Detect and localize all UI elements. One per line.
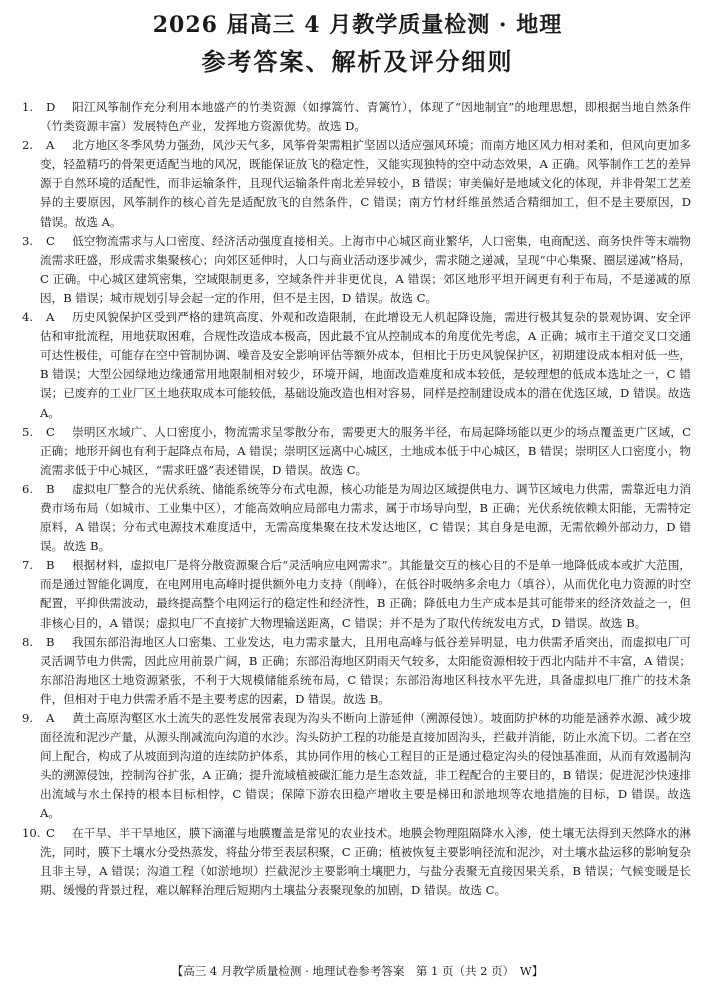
answer-letter: C — [46, 825, 55, 840]
answer-explanation: 低空物流需求与人口密度、经济活动强度直接相关。上海市中心城区商业繁华，人口密集，电商配送、商务快件等末端物流需求旺盛，形成需求集聚核心；向郊区延伸时，人口与商业活动逐步减少，需求随之递减，呈现“中心集聚、圈层递减”格局，C 正确。中心城区建筑密集，空域限制更多，空域条件并非更优良，A 错误；郊区地形平坦开阔更有利于布局，不是递减的原因，B 错误；城市规划引导会起一定的作用，但不是主因，D 错误。故选 C。 — [40, 233, 691, 305]
document-subtitle: 参考答案、解析及评分细则 — [201, 47, 514, 76]
answer-item-1: 1. D 阳江风筝制作充分利用本地盛产的竹类资源（如撑篙竹、青篱竹），体现了“因地制宜”的地理思想，即根据当地自然条件（竹类资源丰富）发展特色产业，发挥地方资源优势。故选 D。 — [22, 100, 691, 134]
answer-item-2: 2. A 北方地区冬季风势力强劲，风沙天气多，风筝骨架需粗扩坚固以适应强风环境；而南方地区风力相对柔和，但风向更加多变，轻盈精巧的骨架更适配当地的风况，既能保证放飞的稳定性，又能实现独特的空中动态效果，A 正确。风筝制作工艺的差异源于自然环境的适配性，而非运输条件，且现代运输条件南北差异较小，B 错误；审美偏好是地域文化的体现，并非骨架工艺差异的主要原因，风筝制作的核心首先是适配放飞的自然条件，C 错误；南方竹材纤维虽然适合精细加工，但不是主要原因，D 错误。故选 A。 — [22, 138, 691, 229]
answer-explanation: 根据材料，虚拟电厂是将分散资源聚合后“灵活响应电网需求”。其能量交互的核心目的不是单一地降低成本或扩大范围，而是通过智能化调度，在电网用电高峰时提供额外电力支持（削峰），在低谷时吸纳多余电力（填谷），从而优化电力资源的时空配置，平抑供需波动，最终提高整个电网运行的稳定性和经济性，B 正确；降低电力生产成本是其可能带来的经济效益之一，但非核心目的，A 错误；虚拟电厂不直接扩大物理输送距离，C 错误；并不是为了取代传统发电方式，D 错误。故选 B。 — [40, 558, 691, 630]
answer-letter: C — [46, 233, 55, 248]
answer-item-9: 9. A 黄土高原沟壑区水土流失的恶性发展常表现为沟头不断向上游延伸（溯源侵蚀）。坡面防护林的功能是涵养水源、减少坡面径流和泥沙产量，从源头削减流向沟道的水沙。沟头防护工程的功能是直接加固沟头，拦截并消能，防止水流下切。二者在空间上配合，构成了从坡面到沟道的连续防护体系，其协同作用的核心工程目的正是通过稳定沟头的侵蚀基准面，从而有效遏制沟头的溯源侵蚀，控制沟谷扩张，A 正确；提升流域植被碳汇能力是生态效益，非工程配合的主要目的，B 错误；促进泥沙快速排出流域与水土保持的根本目标相悖，C 错误；保障下游农田稳产增收主要是梯田和淤地坝等农地措施的目标，D 错误。故选 A。 — [22, 711, 691, 821]
answer-item-10: 10. C 在干旱、半干旱地区，膜下滴灌与地膜覆盖是常见的农业技术。地膜会物理阻隔降水入渗，使土壤无法得到天然降水的淋洗，同时，膜下土壤水分受热蒸发，将盐分带至表层积聚，C 正确；植被恢复主要影响径流和泥沙，对土壤水盐运移的影响复杂且非主导，A 错误；沟道工程（如淤地坝）拦截泥沙主要影响土壤肥力，与盐分表聚无直接因果关系，B 错误；气候变暖是长期、缓慢的背景过程，难以解释治理后短期内土壤盐分表聚现象的加剧，D 错误。故选 C。 — [22, 825, 691, 897]
answer-list — [22, 98, 691, 900]
answer-explanation: 历史风貌保护区受到严格的建筑高度、外观和改造限制，在此增设无人机起降设施，需进行极其复杂的景观协调、安全评估和审批流程，用地获取困难，合规性改造成本极高，因此最不宜从控制成本的角度优先考虑，A 正确；城市主干道交叉口交通可达性极佳，可能存在空中管制协调、噪音及安全影响评估等额外成本，但相比于历史风貌保护区，初期建设成本相对低一些，B 错误；大型公园绿地边缘通常用地限制相对较少，环境开阔，地面改造难度和成本较低，是较理想的低成本选址之一，C 错误；已废弃的工业厂区土地获取成本可能较低，基础设施改造也相对容易，同样是控制建设成本的潜在优选区域，D 错误。故选 A。 — [40, 310, 691, 420]
answer-explanation: 我国东部沿海地区人口密集、工业发达，电力需求量大，且用电高峰与低谷差异明显，电力供需矛盾突出，而虚拟电厂可灵活调节电力供需，因此应用前景广阔，B 正确；东部沿海地区阴雨天气较多，太阳能资源相较于西北内陆并不丰富，A 错误；东部沿海地区土地资源紧张，不利于大规模储能系统布局，C 错误；东部沿海地区科技水平先进，具备虚拟电厂推广的技术条件，但相对于电力供需矛盾不是主要考虑的因素，D 错误。故选 B。 — [40, 634, 691, 706]
answer-item-3: 3. C 低空物流需求与人口密度、经济活动强度直接相关。上海市中心城区商业繁华，人口密集，电商配送、商务快件等末端物流需求旺盛，形成需求集聚核心；向郊区延伸时，人口与商业活动逐步减少，需求随之递减，呈现“中心集聚、圈层递减”格局，C 正确。中心城区建筑密集，空域限制更多，空域条件并非更优良，A 错误；郊区地形平坦开阔更有利于布局，不是递减的原因，B 错误；城市规划引导会起一定的作用，但不是主因，D 错误。故选 C。 — [22, 233, 691, 305]
answer-letter: C — [46, 424, 55, 439]
answer-explanation: 在干旱、半干旱地区，膜下滴灌与地膜覆盖是常见的农业技术。地膜会物理阻隔降水入渗，使土壤无法得到天然降水的淋洗，同时，膜下土壤水分受热蒸发，将盐分带至表层积聚，C 正确；植被恢复主要影响径流和泥沙，对土壤水盐运移的影响复杂且非主导，A 错误；沟道工程（如淤地坝）拦截泥沙主要影响土壤肥力，与盐分表聚无直接因果关系，B 错误；气候变暖是长期、缓慢的背景过程，难以解释治理后短期内土壤盐分表聚现象的加剧，D 错误。故选 C。 — [40, 825, 691, 897]
answer-explanation: 黄土高原沟壑区水土流失的恶性发展常表现为沟头不断向上游延伸（溯源侵蚀）。坡面防护林的功能是涵养水源、减少坡面径流和泥沙产量，从源头削减流向沟道的水沙。沟头防护工程的功能是直接加固沟头，拦截并消能，防止水流下切。二者在空间上配合，构成了从坡面到沟道的连续防护体系，其协同作用的核心工程目的正是通过稳定沟头的侵蚀基准面，从而有效遏制沟头的溯源侵蚀，控制沟谷扩张，A 正确；提升流域植被碳汇能力是生态效益，非工程配合的主要目的，B 错误；促进泥沙快速排出流域与水土保持的根本目标相悖，C 错误；保障下游农田稳产增收主要是梯田和淤地坝等农地措施的目标，D 错误。故选 A。 — [40, 711, 691, 821]
answer-letter: A — [46, 711, 55, 725]
answer-letter: B — [46, 558, 55, 573]
page-footer: 【高三 4 月教学质量检测 · 地理试卷参考答案 第 1 页（共 2 页） W】 — [171, 964, 544, 978]
answer-letter: A — [46, 310, 55, 325]
answer-letter: A — [46, 138, 55, 153]
answer-item-6: 6. B 虚拟电厂整合的光伏系统、储能系统等分布式电源，核心功能是为周边区域提供电力、调节区域电力供需，需靠近电力消费市场布局（如城市、工业集中区），才能高效响应局部电力需求，属于市场导向型，B 正确；光伏系统依赖太阳能，无需特定原料，A 错误；分布式电源技术难度适中，无需高度集聚在技术发达地区，C 错误；其自身是电源，无需依赖外部动力，D 错误。故选 B。 — [22, 481, 691, 554]
answer-letter: D — [46, 100, 56, 114]
answer-item-4: 4. A 历史风貌保护区受到严格的建筑高度、外观和改造限制，在此增设无人机起降设施，需进行极其复杂的景观协调、安全评估和审批流程，用地获取困难，合规性改造成本极高，因此最不宜从控制成本的角度优先考虑，A 正确；城市主干道交叉口交通可达性极佳，可能存在空中管制协调、噪音及安全影响评估等额外成本，但相比于历史风貌保护区，初期建设成本相对低一些，B 错误；大型公园绿地边缘通常用地限制相对较少，环境开阔，地面改造难度和成本较低，是较理想的低成本选址之一，C 错误；已废弃的工业厂区土地获取成本可能较低，基础设施改造也相对容易，同样是控制建设成本的潜在优选区域，D 错误。故选 A。 — [22, 310, 691, 420]
answer-explanation: 崇明区水域广、人口密度小，物流需求呈零散分布，需要更大的服务半径，布局起降场能以更少的场点覆盖更广区域，C 正确；地形开阔也有利于起降点布局，A 错误；崇明区远离中心城区，土地成本低于中心城区，B 错误；崇明区人口密度小，物流需求低于中心城区，“需求旺盛”表述错误，D 错误。故选 C。 — [40, 424, 691, 477]
answer-item-7: 7. B 根据材料，虚拟电厂是将分散资源聚合后“灵活响应电网需求”。其能量交互的核心目的不是单一地降低成本或扩大范围，而是通过智能化调度，在电网用电高峰时提供额外电力支持（削峰），在低谷时吸纳多余电力（填谷），从而优化电力资源的时空配置，平抑供需波动，最终提高整个电网运行的稳定性和经济性，B 正确；降低电力生产成本是其可能带来的经济效益之一，但非核心目的，A 错误；虚拟电厂不直接扩大物理输送距离，C 错误；并不是为了取代传统发电方式，D 错误。故选 B。 — [22, 558, 691, 630]
answer-explanation: 北方地区冬季风势力强劲，风沙天气多，风筝骨架需粗扩坚固以适应强风环境；而南方地区风力相对柔和，但风向更加多变，轻盈精巧的骨架更适配当地的风况，既能保证放飞的稳定性，又能实现独特的空中动态效果，A 正确。风筝制作工艺的差异源于自然环境的适配性，而非运输条件，且现代运输条件南北差异较小，B 错误；审美偏好是地域文化的体现，并非骨架工艺差异的主要原因，风筝制作的核心首先是适配放飞的自然条件，C 错误；南方竹材纤维虽然适合精细加工，但不是主要原因，D 错误。故选 A。 — [40, 138, 691, 229]
answer-explanation: 虚拟电厂整合的光伏系统、储能系统等分布式电源，核心功能是为周边区域提供电力、调节区域电力供需，需靠近电力消费市场布局（如城市、工业集中区），才能高效响应局部电力需求，属于市场导向型，B 正确；光伏系统依赖太阳能，无需特定原料，A 错误；分布式电源技术难度适中，无需高度集聚在技术发达地区，C 错误；其自身是电源，无需依赖外部动力，D 错误。故选 B。 — [40, 481, 691, 554]
answer-explanation: 阳江风筝制作充分利用本地盛产的竹类资源（如撑篙竹、青篱竹），体现了“因地制宜”的地理思想，即根据当地自然条件（竹类资源丰富）发展特色产业，发挥地方资源优势。故选 D。 — [40, 100, 691, 134]
answer-letter: B — [46, 634, 55, 649]
document-title: 2026 届高三 4 月教学质量检测 · 地理 — [152, 12, 563, 38]
answer-item-8: 8. B 我国东部沿海地区人口密集、工业发达，电力需求量大，且用电高峰与低谷差异明显，电力供需矛盾突出，而虚拟电厂可灵活调节电力供需，因此应用前景广阔，B 正确；东部沿海地区阴雨天气较多，太阳能资源相较于西北内陆并不丰富，A 错误；东部沿海地区土地资源紧张，不利于大规模储能系统布局，C 错误；东部沿海地区科技水平先进，具备虚拟电厂推广的技术条件，但相对于电力供需矛盾不是主要考虑的因素，D 错误。故选 B。 — [22, 634, 691, 706]
answer-item-5: 5. C 崇明区水域广、人口密度小，物流需求呈零散分布，需要更大的服务半径，布局起降场能以更少的场点覆盖更广区域，C 正确；地形开阔也有利于起降点布局，A 错误；崇明区远离中心城区，土地成本低于中心城区，B 错误；崇明区人口密度小，物流需求低于中心城区，“需求旺盛”表述错误，D 错误。故选 C。 — [22, 424, 691, 477]
answer-letter: B — [46, 481, 55, 496]
